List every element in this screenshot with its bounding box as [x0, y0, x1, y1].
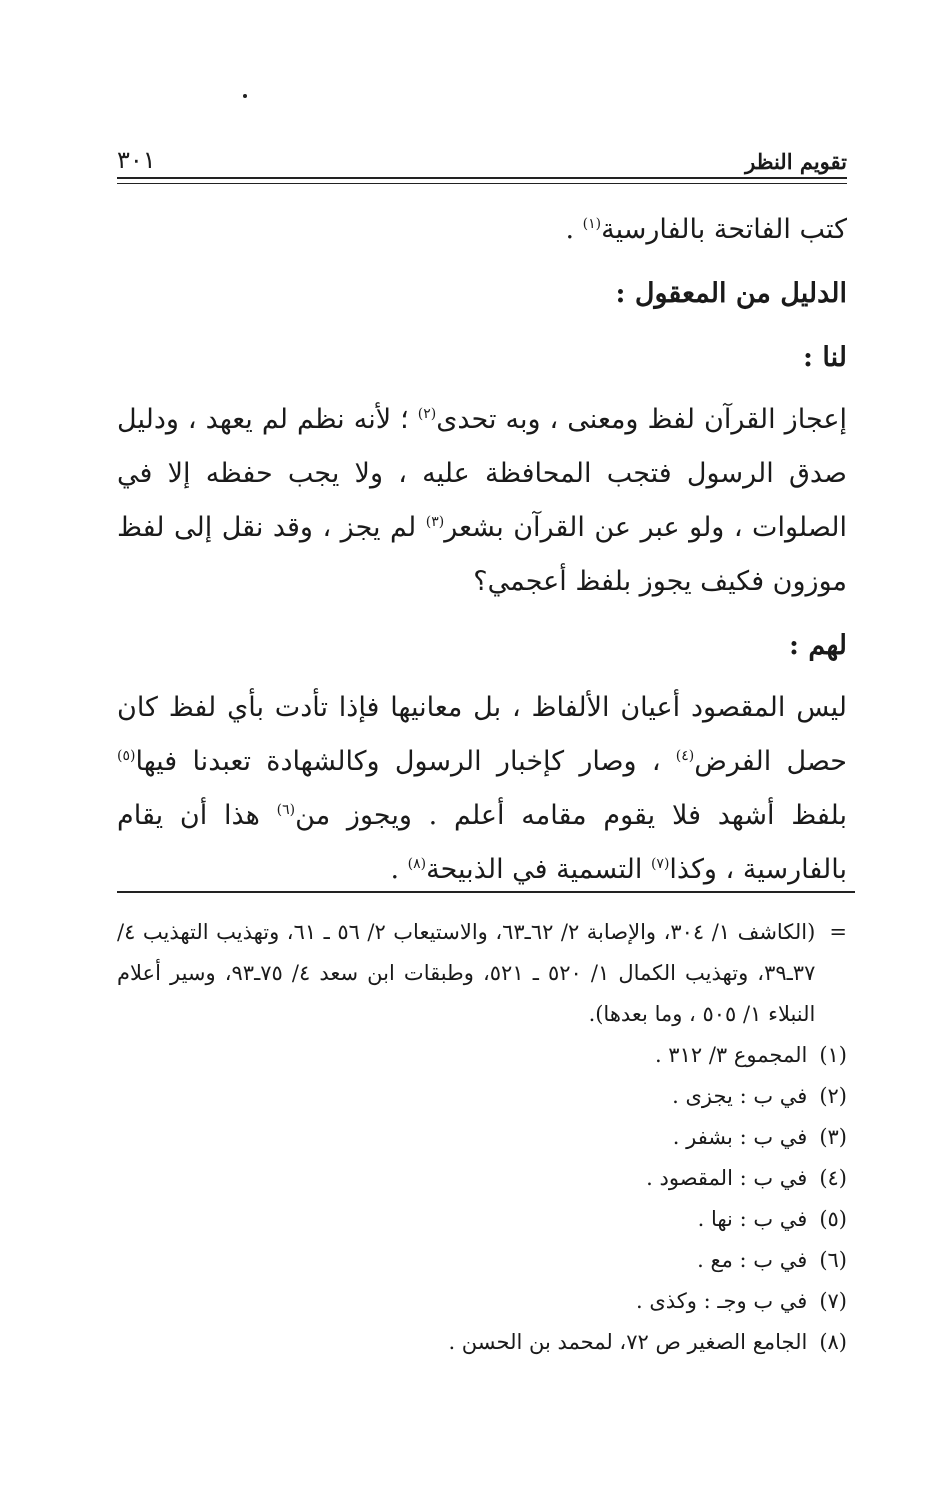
- footnote-item: (٢) في ب : يجزى .: [672, 1084, 847, 1108]
- footnote-item: (٧) في ب وجـ : وكذى .: [636, 1289, 847, 1313]
- section-heading: الدليل من المعقول :: [615, 278, 847, 309]
- footnote-ref: (٢): [417, 406, 437, 422]
- footnote-ref: (٨): [407, 856, 427, 872]
- footnote-item: (٨) الجامع الصغير ص ٧٢، لمحمد بن الحسن .: [448, 1330, 847, 1354]
- speck-mark: [243, 94, 247, 98]
- footnote-ref: (١): [582, 216, 602, 232]
- footnote-item: (٦) في ب : مع .: [697, 1248, 847, 1272]
- running-title: تقويم النظر: [745, 149, 847, 174]
- footnote-rule: [117, 891, 855, 893]
- footnote-ref: (٧): [650, 856, 670, 872]
- footnote-ref: (٣): [425, 514, 445, 530]
- header-rule-thick: [117, 177, 847, 179]
- running-header: [117, 140, 847, 174]
- main-text: [117, 203, 847, 897]
- footnote-ref: (٤): [675, 748, 695, 764]
- lahum-paragraph: ليس المقصود أعيان الألفاظ ، بل معانيها فإذا تأدت بأي لفظ كان حصل الفرض$^{(٤)}$ ، وصار كإخبار الرسول وكالشهادة تعبدنا فيها$^{(٥)}$ بلفظ أشهد فلا يقوم مقامه أعلم . ويجوز من$^{(٦)}$ هذا أن يقام بالفارسية ، وكذا$^{(٧)}$ التسمية في الذبيحة$^{(٨)}$ .: [117, 692, 847, 885]
- lahum-label: لهم :: [788, 630, 847, 661]
- header-rule-thin: [117, 183, 847, 184]
- footnote-ref: (٥): [117, 748, 136, 764]
- lana-paragraph: إعجاز القرآن لفظ ومعنى ، وبه تحدى$^{(٢)}$ ؛ لأنه نظم لم يعهد ، ودليل صدق الرسول فتجب المحافظة عليه ، ولا يجب حفظه إلا في الصلوات ، ولو عبر عن القرآن بشعر$^{(٣)}$ لم يجز ، وقد نقل إلى لفظ موزون فكيف يجوز بلفظ أعجمي؟: [117, 404, 847, 597]
- lana-label: لنا :: [803, 342, 847, 373]
- footnotes: [117, 912, 847, 1363]
- continuation-mark: =: [829, 920, 847, 944]
- footnote-ref: (٦): [276, 802, 296, 818]
- footnote-item: (١) المجموع ٣/ ٣١٢ .: [654, 1043, 847, 1067]
- footnote-continuation: [117, 912, 847, 1035]
- intro-line: كتب الفاتحة بالفارسية$^{(١)}$ .: [565, 214, 847, 245]
- footnote-item: (٥) في ب : نها .: [697, 1207, 847, 1231]
- page-number: ٣٠١: [117, 146, 156, 174]
- footnote-item: (٣) في ب : بشفر .: [672, 1125, 847, 1149]
- continuation-text: (الكاشف ١/ ٣٠٤، والإصابة ٢/ ٦٢ـ٦٣، والاستيعاب ٢/ ٥٦ ـ ٦١، وتهذيب التهذيب ٤/ ٣٧ـ٣٩، وتهذيب الكمال ١/ ٥٢٠ ـ ٥٢١، وطبقات ابن سعد ٤/ ٧٥ـ٩٣، وسير أعلام النبلاء ١/ ٥٠٥ ، وما بعدها).: [117, 920, 816, 1026]
- footnote-item: (٤) في ب : المقصود .: [646, 1166, 847, 1190]
